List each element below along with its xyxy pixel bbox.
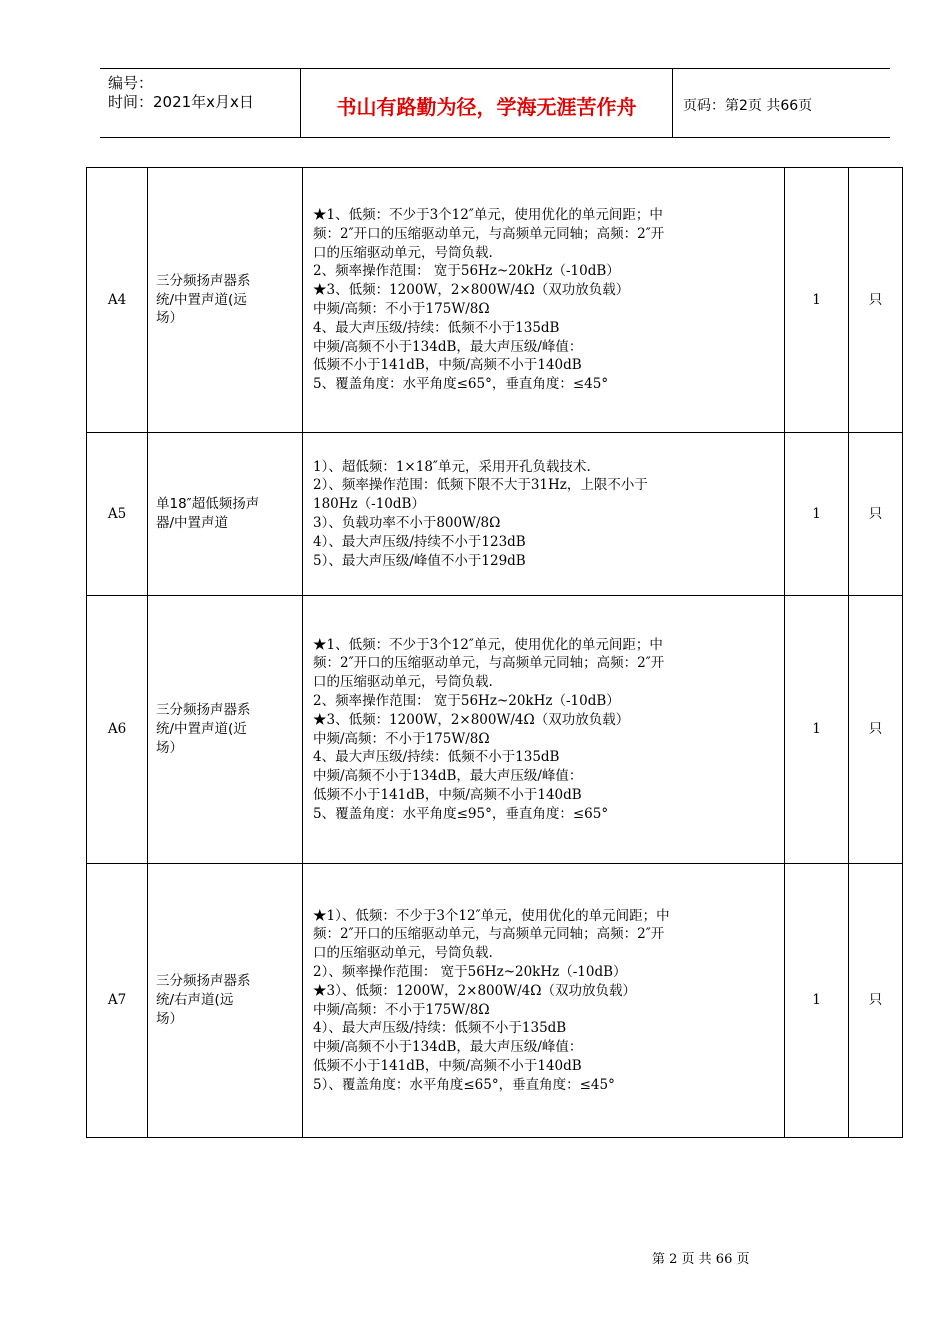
page-header <box>100 68 890 138</box>
spec-line: 频：2″开口的压缩驱动单元，与高频单元同轴；高频：2″开 <box>313 926 665 943</box>
item-id: A5 <box>87 433 148 596</box>
spec-line: 中频/高频：不小于175W/8Ω <box>313 1001 490 1018</box>
spec-line: 低频不小于141dB，中频/高频不小于140dB <box>313 1057 582 1074</box>
item-name-line: 场） <box>156 1010 183 1027</box>
item-specification <box>303 168 785 433</box>
table-row <box>87 596 903 864</box>
spec-line: 1）、超低频：1×18″单元，采用开孔负载技术. <box>313 458 591 475</box>
item-name-line: 三分频扬声器系 <box>156 702 251 719</box>
header-motto: 书山有路勤为径，学海无涯苦作舟 <box>301 69 673 137</box>
item-specification <box>303 596 785 864</box>
item-unit: 只 <box>849 596 903 864</box>
item-specification <box>303 433 785 596</box>
item-unit: 只 <box>849 433 903 596</box>
spec-line: 口的压缩驱动单元，号筒负载. <box>313 674 493 691</box>
item-name-line: 场） <box>156 739 183 756</box>
spec-line: 频：2″开口的压缩驱动单元，与高频单元同轴；高频：2″开 <box>313 655 665 672</box>
item-name-line: 单18″超低频扬声 <box>156 496 260 513</box>
spec-line: 口的压缩驱动单元，号筒负载. <box>313 945 493 962</box>
item-name-line: 三分频扬声器系 <box>156 973 251 990</box>
item-id: A6 <box>87 596 148 864</box>
item-id: A4 <box>87 168 148 433</box>
item-name-line: 统/中置声道(近 <box>156 721 247 738</box>
spec-line: 中频/高频不小于134dB，最大声压级/峰值： <box>313 768 583 785</box>
spec-line: 2）、频率操作范围：低频下限不大于31Hz，上限不小于 <box>313 477 648 494</box>
table-row <box>87 168 903 433</box>
item-name-line: 三分频扬声器系 <box>156 272 251 289</box>
item-name-line: 场） <box>156 310 183 327</box>
header-meta-cell <box>100 69 301 137</box>
item-name <box>148 433 303 596</box>
item-unit: 只 <box>849 168 903 433</box>
item-quantity: 1 <box>785 596 849 864</box>
spec-line: 4）、最大声压级/持续不小于123dB <box>313 533 526 550</box>
spec-line: ★3、低频：1200W，2×800W/4Ω（双功放负载） <box>313 282 630 299</box>
spec-line: ★1、低频：不少于3个12″单元，使用优化的单元间距；中 <box>313 207 663 224</box>
item-specification <box>303 864 785 1138</box>
item-name-line: 器/中置声道 <box>156 515 229 531</box>
spec-line: 5）、覆盖角度：水平角度≤65°，垂直角度：≤45° <box>313 1076 615 1093</box>
item-name-line: 统/中置声道(远 <box>156 291 247 308</box>
item-name <box>148 168 303 433</box>
item-name <box>148 596 303 864</box>
specification-table <box>86 167 903 1138</box>
spec-line: 频：2″开口的压缩驱动单元，与高频单元同轴；高频：2″开 <box>313 225 665 242</box>
page-footer: 第 2 页 共 66 页 <box>652 1252 750 1267</box>
spec-line: ★1、低频：不少于3个12″单元，使用优化的单元间距；中 <box>313 636 663 653</box>
spec-line: 180Hz（-10dB） <box>313 496 425 513</box>
spec-line: 中频/高频不小于134dB，最大声压级/峰值： <box>313 338 583 355</box>
spec-line: 5）、最大声压级/峰值不小于129dB <box>313 552 526 569</box>
spec-line: 2）、频率操作范围： 宽于56Hz~20kHz（-10dB） <box>313 963 627 980</box>
item-name <box>148 864 303 1138</box>
item-quantity: 1 <box>785 864 849 1138</box>
spec-line: ★1）、低频：不少于3个12″单元，使用优化的单元间距；中 <box>313 907 670 924</box>
spec-line: ★3）、低频：1200W，2×800W/4Ω（双功放负载） <box>313 982 636 999</box>
spec-line: 中频/高频：不小于175W/8Ω <box>313 301 490 317</box>
spec-line: 中频/高频不小于134dB，最大声压级/峰值： <box>313 1039 583 1056</box>
spec-line: ★3、低频：1200W，2×800W/4Ω（双功放负载） <box>313 711 630 728</box>
spec-line: 4、最大声压级/持续：低频不小于135dB <box>313 749 560 766</box>
spec-line: 4）、最大声压级/持续：低频不小于135dB <box>313 1020 567 1037</box>
item-name-line: 统/右声道(远 <box>156 992 234 1009</box>
table-row <box>87 864 903 1138</box>
item-id: A7 <box>87 864 148 1138</box>
spec-line: 3）、负载功率不小于800W/8Ω <box>313 515 501 531</box>
header-page-label: 页码：第2页 共66页 <box>683 98 813 114</box>
item-quantity: 1 <box>785 168 849 433</box>
spec-line: 低频不小于141dB，中频/高频不小于140dB <box>313 786 582 803</box>
item-quantity: 1 <box>785 433 849 596</box>
table-row <box>87 433 903 596</box>
document-number-label: 编号： <box>108 74 154 92</box>
spec-line: 口的压缩驱动单元，号筒负载. <box>313 244 493 261</box>
item-unit: 只 <box>849 864 903 1138</box>
spec-line: 中频/高频：不小于175W/8Ω <box>313 730 490 747</box>
spec-line: 5、覆盖角度：水平角度≤65°，垂直角度：≤45° <box>313 376 609 393</box>
spec-line: 2、频率操作范围： 宽于56Hz~20kHz（-10dB） <box>313 692 620 709</box>
spec-line: 4、最大声压级/持续：低频不小于135dB <box>313 319 560 336</box>
document-time-label: 时间：2021年x月x日 <box>108 93 254 111</box>
spec-line: 2、频率操作范围： 宽于56Hz~20kHz（-10dB） <box>313 263 620 280</box>
spec-line: 5、覆盖角度：水平角度≤95°，垂直角度：≤65° <box>313 805 609 822</box>
spec-line: 低频不小于141dB，中频/高频不小于140dB <box>313 357 582 374</box>
